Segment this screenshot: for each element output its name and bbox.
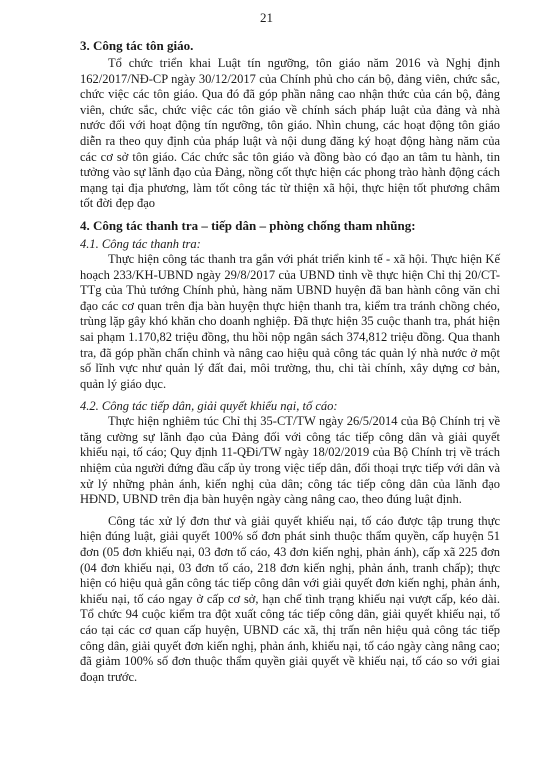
- page-content: [80, 38, 500, 691]
- paragraph-citizen-reception-1: Thực hiện nghiêm túc Chỉ thị 35-CT/TW ngày 26/5/2014 của Bộ Chính trị về tăng cường sự lãnh đạo của Đảng đối với công tác tiếp công dân và giải quyết khiếu nại, tố cáo; Quy định 11-QĐi/TW ngày 18/02/2019 của Bộ Chính trị về trách nhiệm của người đứng đầu cấp ủy trong việc tiếp dân, đối thoại trực tiếp với dân và xử lý những phản ánh, kiến nghị của dân; công tác tiếp công dân của lãnh đạo HĐND, UBND trên địa bàn huyện ngày càng nâng cao, theo đúng luật định.: [80, 414, 500, 507]
- section-heading-religion: 3. Công tác tôn giáo.: [80, 38, 194, 53]
- paragraph-religion: Tổ chức triển khai Luật tín ngưỡng, tôn giáo năm 2016 và Nghị định 162/2017/NĐ-CP ngày 30/12/2017 của Chính phủ cho cán bộ, đảng viên, chức sắc, chức việc các tôn giáo. Qua đó đã góp phần nâng cao nhận thức của cán bộ, đảng viên, chức sắc, chức việc các tôn giáo về chính sách pháp luật của đảng và nhà nước đối với hoạt động tín ngưỡng, tôn giáo. Nhìn chung, các hoạt động tôn giáo diễn ra theo quy định của pháp luật và nội dung đăng ký hoạt động hàng năm của các cơ sở tôn giáo. Các chức sắc tôn giáo và đồng bào có đạo an tâm tu hành, tin tưởng vào sự lãnh đạo của Đảng, nồng cốt thực hiện các phong trào hành động cách mạng tại địa phương, làm tốt công tác từ thiện xã hội, thực hiện tốt phương châm tốt đời đẹp đạo: [80, 56, 500, 211]
- paragraph-citizen-reception-2: Công tác xử lý đơn thư và giải quyết khiếu nại, tố cáo được tập trung thực hiện đúng luật, giải quyết 100% số đơn phát sinh thuộc thẩm quyền, cấp huyện 51 đơn (05 đơn khiếu nại, 03 đơn tố cáo, 43 đơn kiến nghị, phản ánh), cấp xã 225 đơn (04 đơn khiếu nại, 03 đơn tố cáo, 218 đơn kiến nghị, phản ánh, tranh chấp); thực hiện có hiệu quả gắn công tác tiếp công dân với giải quyết đơn kiến nghị, phản ánh, khiếu nại, tố cáo ngay ở cấp cơ sở, hạn chế tình trạng khiếu nại vượt cấp, kéo dài. Tổ chức 94 cuộc kiểm tra đột xuất công tác tiếp công dân, giải quyết khiếu nại, tố cáo tại các cơ quan cấp huyện, UBND các xã, thị trấn nên hiệu quả công tác tiếp công dân, giải quyết đơn kiến nghị, phản ánh, khiếu nại, tố cáo ngày càng nâng cao; đã giảm 100% số đơn thuộc thẩm quyền giải quyết về khiếu nại, tố cáo so với giai đoạn trước.: [80, 513, 500, 684]
- page-number: 21: [260, 10, 273, 25]
- paragraph-inspection: Thực hiện công tác thanh tra gắn với phát triển kinh tế - xã hội. Thực hiện Kế hoạch 233/KH-UBND ngày 29/8/2017 của UBND tỉnh về thực hiện Chỉ thị 20/CT-TTg của Thủ tướng Chính phủ, hàng năm UBND huyện đã ban hành công văn chỉ đạo các cơ quan trên địa bàn huyện thực hiện thanh tra, kiểm tra tránh chồng chéo, trùng lặp gây khó khăn cho doanh nghiệp. Đã thực hiện 35 cuộc thanh tra, phát hiện sai phạm 1.170,82 triệu đồng, thu hồi nộp ngân sách 374,812 triệu đồng. Qua thanh tra, đã góp phần chấn chỉnh và nâng cao hiệu quả công tác quản lý nhà nước ở một số lĩnh vực như quản lý đất đai, môi trường, thu, chi tài chính, xây dựng cơ bản, quản lý giáo dục.: [80, 251, 500, 391]
- section-heading-inspection: 4. Công tác thanh tra – tiếp dân – phòng chống tham nhũng:: [80, 217, 416, 233]
- subheading-citizen-reception: 4.2. Công tác tiếp dân, giải quyết khiếu nại, tố cáo:: [80, 399, 338, 414]
- subheading-inspection: 4.1. Công tác thanh tra:: [80, 236, 201, 251]
